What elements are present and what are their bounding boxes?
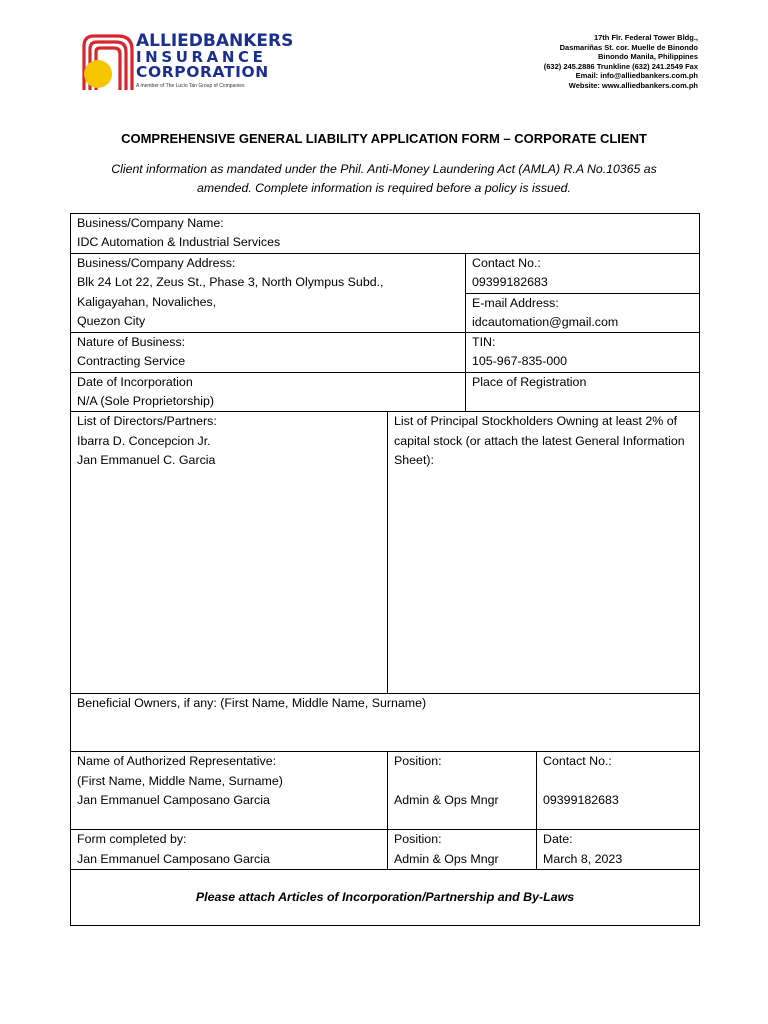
address-line: (632) 245.2886 Trunkline (632) 241.2549 Fax	[543, 61, 698, 71]
company-name-line2: INSURANCE	[136, 48, 267, 66]
completed-position-label: Position:	[394, 832, 442, 847]
form-subtitle: Client information as mandated under the Phil. Anti-Money Laundering Act (AMLA) R.A No.10365 as amended. Complete information is required before a policy is issued.	[111, 162, 657, 195]
contact-cell[interactable]	[466, 254, 700, 294]
contact-value: 09399182683	[472, 275, 548, 290]
date-label: Date:	[543, 832, 573, 847]
director-item: Ibarra D. Concepcion Jr.	[77, 433, 211, 448]
tin-label: TIN:	[472, 335, 496, 350]
company-tagline: A member of The Lucio Tan Group of Companies	[136, 83, 245, 89]
date-of-incorporation-cell[interactable]	[71, 372, 466, 412]
place-of-registration-cell[interactable]	[466, 372, 700, 412]
representative-contact-label: Contact No.:	[543, 754, 612, 769]
completed-position-cell[interactable]	[388, 830, 537, 870]
company-address-block	[544, 33, 698, 90]
attachment-note: Please attach Articles of Incorporation/Partnership and By-Laws	[71, 869, 700, 925]
date-value: March 8, 2023	[543, 851, 623, 866]
date-of-incorporation-value: N/A (Sole Proprietorship)	[77, 394, 215, 409]
nature-of-business-label: Nature of Business:	[77, 335, 186, 350]
representative-contact-value: 09399182683	[543, 792, 619, 807]
address-line: Binondo Manila, Philippines	[597, 52, 698, 61]
company-address-line2: Kaligayahan, Novaliches,	[77, 294, 217, 309]
beneficial-owners-label: Beneficial Owners, if any: (First Name, Middle Name, Surname)	[77, 696, 427, 711]
address-line: 17th Flr. Federal Tower Bldg.,	[593, 33, 698, 42]
email-value: idcautomation@gmail.com	[472, 314, 619, 329]
company-name-line1: ALLIEDBANKERS	[136, 31, 294, 51]
authorized-representative-label: Name of Authorized Representative:	[77, 754, 277, 769]
form-title: COMPREHENSIVE GENERAL LIABILITY APPLICATION FORM – CORPORATE CLIENT	[121, 131, 647, 146]
company-address-label: Business/Company Address:	[77, 256, 236, 270]
application-form-table	[70, 213, 700, 926]
email-label: E-mail Address:	[472, 295, 559, 310]
company-name-line3: CORPORATION	[136, 63, 269, 81]
place-of-registration-label: Place of Registration	[472, 374, 587, 389]
representative-position-cell[interactable]	[388, 752, 537, 830]
beneficial-owners-cell[interactable]	[71, 694, 700, 752]
company-name-value: IDC Automation & Industrial Services	[77, 235, 281, 250]
completed-position-value: Admin & Ops Mngr	[394, 851, 499, 866]
form-completed-by-cell[interactable]	[71, 830, 388, 870]
address-line: Website: www.alliedbankers.com.ph	[568, 80, 698, 90]
form-completed-by-value: Jan Emmanuel Camposano Garcia	[77, 851, 270, 866]
directors-label: List of Directors/Partners:	[77, 414, 217, 429]
nature-of-business-cell[interactable]	[71, 333, 466, 373]
authorized-representative-sublabel: (First Name, Middle Name, Surname)	[77, 773, 283, 788]
date-of-incorporation-label: Date of Incorporation	[77, 374, 193, 389]
authorized-representative-cell[interactable]	[71, 752, 388, 830]
company-address-line1: Blk 24 Lot 22, Zeus St., Phase 3, North Olympus Subd.,	[77, 275, 384, 290]
representative-position-label: Position:	[394, 754, 442, 769]
date-cell[interactable]	[537, 830, 700, 870]
representative-contact-cell[interactable]	[537, 752, 700, 830]
representative-position-value: Admin & Ops Mngr	[394, 792, 499, 807]
director-item: Jan Emmanuel C. Garcia	[77, 452, 216, 467]
stockholders-cell[interactable]	[388, 412, 700, 694]
authorized-representative-value: Jan Emmanuel Camposano Garcia	[77, 792, 270, 807]
company-address-cell[interactable]	[71, 254, 466, 333]
tin-value: 105-967-835-000	[472, 354, 568, 369]
nature-of-business-value: Contracting Service	[77, 354, 186, 369]
address-line: Dasmariñas St. cor. Muelle de Binondo	[559, 42, 698, 52]
contact-label: Contact No.:	[472, 256, 541, 270]
stockholders-label: List of Principal Stockholders Owning at least 2% of capital stock (or attach the latest General Information Sheet):	[394, 414, 685, 467]
tin-cell[interactable]	[466, 333, 700, 373]
company-address-line3: Quezon City	[77, 313, 146, 328]
company-name-cell[interactable]	[71, 214, 700, 254]
company-name-label: Business/Company Name:	[77, 216, 224, 230]
directors-cell[interactable]	[71, 412, 388, 694]
form-completed-by-label: Form completed by:	[77, 832, 187, 847]
address-line: Email: info@alliedbankers.com.ph	[575, 71, 698, 80]
email-cell[interactable]	[466, 293, 700, 333]
